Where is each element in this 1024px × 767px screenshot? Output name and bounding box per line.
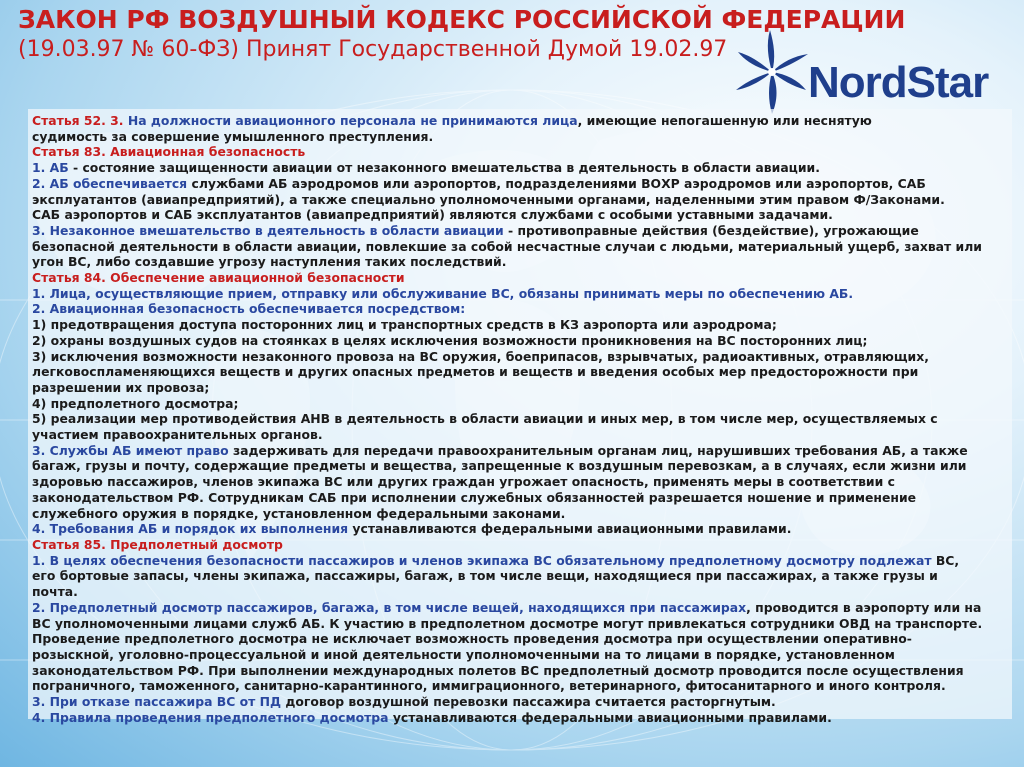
body-text: участием правоохранительных органов. (32, 427, 323, 443)
star-logo-icon (732, 28, 812, 118)
text-line (32, 537, 1004, 553)
highlight-text: 3. Службы АБ имеют право (32, 442, 229, 458)
text-line (32, 176, 1004, 192)
text-line (32, 474, 1004, 490)
text-line (32, 490, 1004, 506)
text-line (32, 663, 1004, 679)
slide-header (18, 4, 906, 64)
text-line (32, 396, 1004, 412)
text-line (32, 192, 1004, 208)
body-text: законодательством РФ. Сотрудникам САБ при исполнении служебных обязанностей разрешается ношение и применение (32, 489, 917, 505)
highlight-text: 2. Авиационная безопасность обеспечивается посредством: (32, 301, 466, 317)
text-line (32, 239, 1004, 255)
text-line (32, 427, 1004, 443)
body-text: , проводится в аэропорту или на (746, 599, 982, 615)
text-line (32, 286, 1004, 302)
body-text: 1) предотвращения доступа посторонних лиц и транспортных средств в КЗ аэропорта или аэродрома; (32, 317, 777, 333)
article-text (32, 113, 1004, 725)
text-line (32, 584, 1004, 600)
text-line (32, 678, 1004, 694)
text-line (32, 458, 1004, 474)
body-text: ВС уполномоченными лицами служб АБ. К участию в предполетном досмотре могут привлекаться сотрудники ОВД на транспорте. (32, 615, 983, 631)
body-text: - противоправные действия (бездействие), угрожающие (503, 222, 919, 238)
body-text: законодательством РФ. При выполнении международных полетов ВС предполетный досмотр проводится после осуществления (32, 662, 964, 678)
highlight-text: На должности авиационного персонала не принимаются лица (127, 113, 578, 128)
highlight-text: 1. В целях обеспечения безопасности пассажиров и членов экипажа ВС обязательному предполетному досмотру подлежат (32, 552, 932, 568)
text-line (32, 710, 1004, 726)
text-line (32, 553, 1004, 569)
body-text: разрешении их провоза; (32, 379, 210, 395)
body-text: розыскной, уголовно-процессуальной и иной деятельности уполномоченными на то лицами в порядке, установленном (32, 646, 895, 662)
text-line (32, 600, 1004, 616)
highlight-text: 4. Правила проведения предполетного досмотра (32, 709, 389, 725)
text-line (32, 254, 1004, 270)
logo-wordmark: NordStar (808, 58, 989, 107)
article-heading: Статья 85. Предполетный досмотр (32, 536, 283, 552)
highlight-text: 3. Незаконное вмешательство в деятельность в области авиации (32, 222, 504, 238)
article-panel (28, 109, 1012, 725)
highlight-text: 2. Предполетный досмотр пассажиров, багажа, в том числе вещей, находящихся при пассажирах (32, 599, 747, 615)
highlight-text: 4. Требования АБ и порядок их выполнения (32, 521, 349, 537)
body-text: пограничного, таможенного, санитарно-карантинного, иммиграционного, ветеринарного, фитосанитарного и иного контроля. (32, 678, 946, 694)
text-line (32, 223, 1004, 239)
body-text: его бортовые запасы, члены экипажа, пассажиры, багаж, в том числе вещи, находящиеся при пассажирах, а также грузы и (32, 568, 938, 584)
slide-subtitle: (19.03.97 № 60-ФЗ) Принят Государственной Думой 19.02.97 (18, 37, 728, 62)
text-line (32, 317, 1004, 333)
text-line (32, 521, 1004, 537)
text-line (32, 144, 1004, 160)
body-text: 4) предполетного досмотра; (32, 395, 239, 411)
text-line (32, 647, 1004, 663)
text-line (32, 160, 1004, 176)
article-heading: Статья 83. Авиационная безопасность (32, 144, 306, 160)
text-line (32, 380, 1004, 396)
text-line (32, 129, 1004, 145)
text-line (32, 631, 1004, 647)
body-text: 2) охраны воздушных судов на стоянках в целях исключения возможности проникновения на ВС посторонних лиц; (32, 332, 868, 348)
body-text: устанавливаются федеральными авиационными правилами. (348, 521, 792, 537)
highlight-text: 2. АБ обеспечивается (32, 175, 188, 191)
body-text: 3) исключения возможности незаконного провоза на ВС оружия, боеприпасов, взрывчатых, радиоактивных, отравляющих, (32, 348, 929, 364)
body-text: устанавливаются федеральными авиационными правилами. (388, 709, 832, 725)
body-text: безопасной деятельности в области авиации, повлекшие за собой несчастные случаи с людьми, материальный ущерб, захват или (32, 238, 982, 254)
body-text: здоровью пассажиров, членов экипажа ВС или других граждан угрожает опасность, применять меры в соответствии с (32, 474, 895, 490)
text-line (32, 506, 1004, 522)
body-text: служебного оружия в порядке, установленном федеральными законами. (32, 505, 566, 521)
text-line (32, 443, 1004, 459)
body-text: 5) реализации мер противодействия АНВ в деятельность в области авиации и иных мер, в том числе мер, осуществляемых с (32, 411, 938, 427)
highlight-text: 1. АБ (32, 160, 69, 176)
text-line (32, 333, 1004, 349)
body-text: САБ аэропортов и САБ эксплуатантов (авиапредприятий) являются службами с особыми уставными задачами. (32, 207, 833, 223)
body-text: , имеющие непогашенную или неснятую (577, 113, 872, 128)
body-text: службами АБ аэродромов или аэропортов, подразделениями ВОХР аэродромов или аэропортов, САБ (187, 175, 926, 191)
body-text: ВС, (931, 552, 960, 568)
text-line (32, 270, 1004, 286)
slide-title: ЗАКОН РФ ВОЗДУШНЫЙ КОДЕКС РОССИЙСКОЙ ФЕДЕРАЦИИ (18, 5, 906, 34)
body-text: угон ВС, либо создавшие угрозу наступления таких последствий. (32, 254, 507, 270)
body-text: почта. (32, 584, 78, 600)
highlight-text: 3. При отказе пассажира ВС от ПД (32, 694, 282, 710)
text-line (32, 694, 1004, 710)
body-text: договор воздушной перевозки пассажира считается расторгнутым. (281, 694, 776, 710)
text-line (32, 364, 1004, 380)
highlight-text: 1. Лица, осуществляющие прием, отправку или обслуживание ВС, обязаны принимать меры по обеспечению АБ. (32, 285, 854, 301)
body-text: - состояние защищенности авиации от незаконного вмешательства в деятельность в области авиации. (68, 160, 820, 176)
text-line (32, 301, 1004, 317)
body-text: задерживать для передачи правоохранительным органам лиц, нарушивших требования АБ, а также (228, 442, 968, 458)
body-text: легковоспламеняющихся веществ и других опасных предметов и веществ и введения особых мер предосторожности при (32, 364, 919, 380)
article-heading: Статья 84. Обеспечение авиационной безопасности (32, 270, 405, 286)
text-line (32, 113, 1004, 129)
article-heading: Статья 52. 3. (32, 113, 128, 128)
body-text: судимость за совершение умышленного преступления. (32, 128, 434, 144)
text-line (32, 616, 1004, 632)
text-line (32, 568, 1004, 584)
text-line (32, 207, 1004, 223)
nordstar-logo (732, 28, 1002, 118)
body-text: эксплуатантов (авиапредприятий), а также специально уполномоченными органами, наделенными этим правом Ф/Законами. (32, 191, 945, 207)
body-text: Проведение предполетного досмотра не исключает возможность проведения досмотра при осуществлении оперативно- (32, 631, 912, 647)
text-line (32, 349, 1004, 365)
body-text: багаж, грузы и почту, содержащие предметы и вещества, запрещенные к воздушным перевозкам, а в случаях, если жизни или (32, 458, 967, 474)
text-line (32, 411, 1004, 427)
